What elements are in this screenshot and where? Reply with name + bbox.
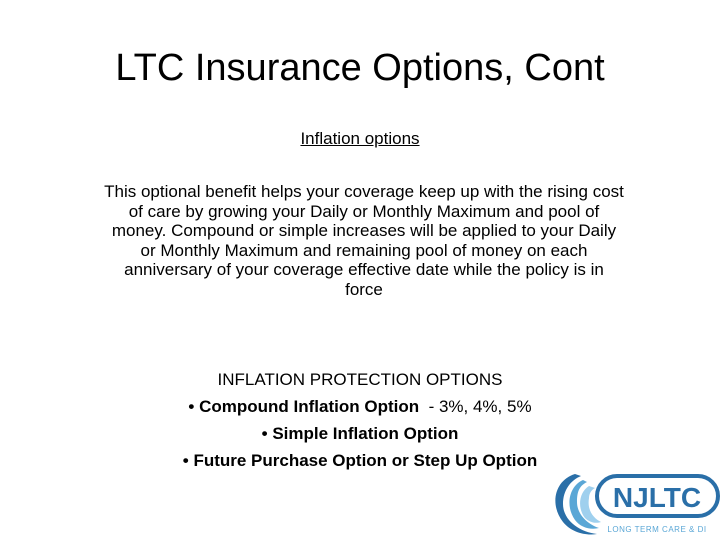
slide-title: LTC Insurance Options, Cont bbox=[115, 47, 605, 89]
description-line: of care by growing your Daily or Monthly Maximum and pool of bbox=[128, 201, 600, 221]
options-heading: INFLATION PROTECTION OPTIONS bbox=[217, 370, 503, 389]
logo-tagline: LONG TERM CARE & DI bbox=[607, 525, 707, 534]
description-paragraph bbox=[34, 182, 694, 300]
njltc-logo bbox=[545, 466, 720, 540]
bullet: • bbox=[182, 451, 189, 470]
description-line: money. Compound or simple increases will be applied to your Daily bbox=[111, 221, 617, 241]
option-name: Compound Inflation Option bbox=[199, 397, 420, 416]
subtitle-text: Inflation options bbox=[300, 129, 420, 148]
description-line: This optional benefit helps your coverage keep up with the rising cost bbox=[104, 182, 624, 201]
logo-wordmark: NJLTC bbox=[612, 482, 702, 513]
njltc-logo-graphic bbox=[545, 466, 720, 540]
description-line: force bbox=[345, 279, 383, 299]
option-simple bbox=[0, 420, 720, 447]
option-compound bbox=[0, 393, 720, 420]
description-line: anniversary of your coverage effective date while the policy is in bbox=[124, 260, 604, 280]
bullet: • bbox=[261, 424, 268, 443]
description-line: or Monthly Maximum and remaining pool of money on each bbox=[140, 240, 588, 260]
section-subtitle bbox=[0, 128, 720, 150]
option-name: Simple Inflation Option bbox=[272, 424, 459, 443]
inflation-options-list bbox=[0, 366, 720, 474]
option-name: Future Purchase Option or Step Up Option bbox=[193, 451, 538, 470]
option-detail: - 3%, 4%, 5% bbox=[419, 397, 532, 416]
bullet: • bbox=[188, 397, 195, 416]
